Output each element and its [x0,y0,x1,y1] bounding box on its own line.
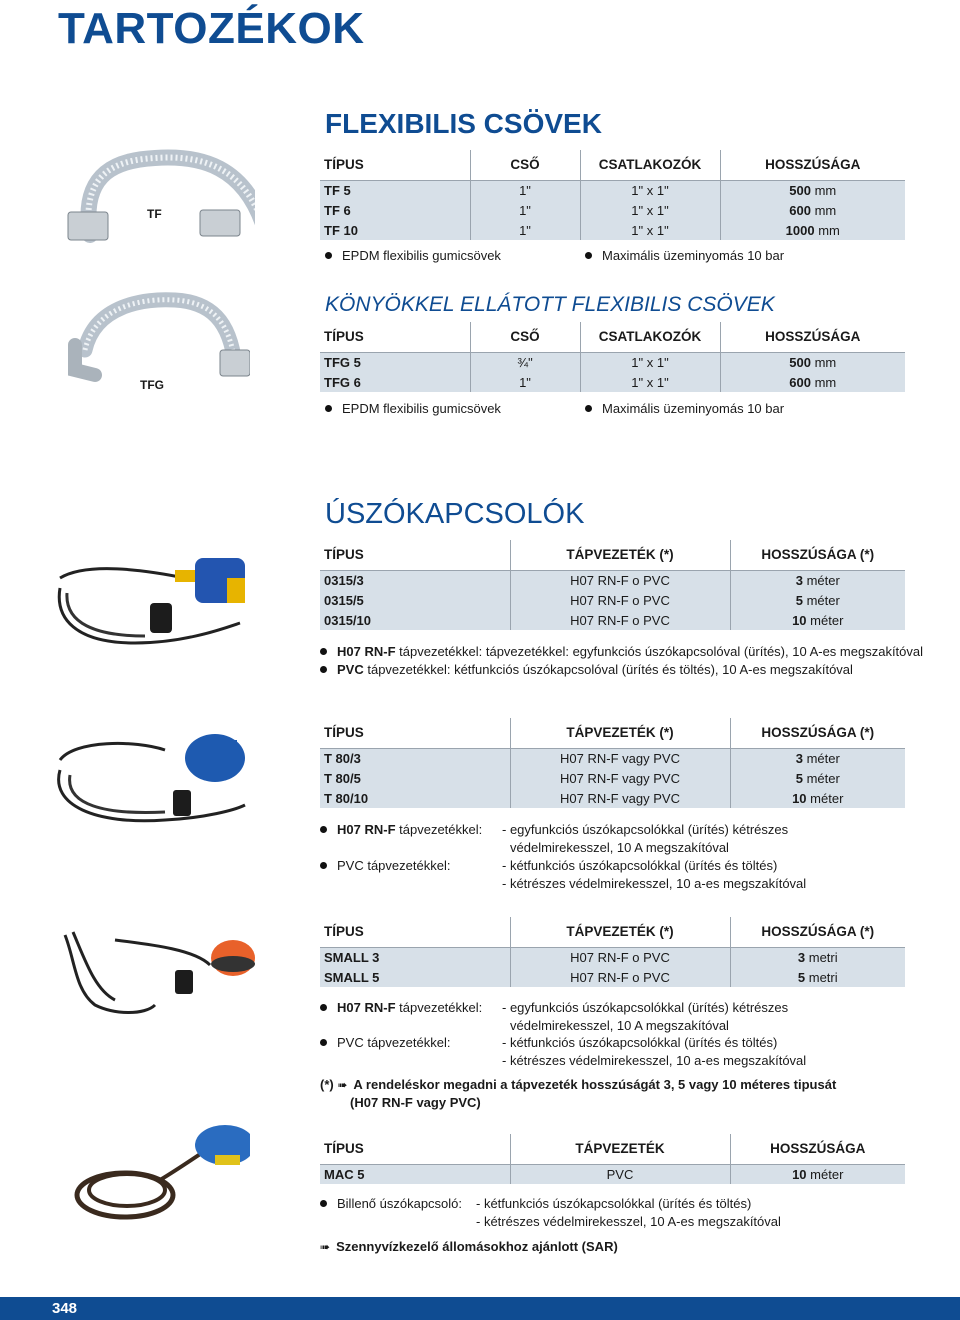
bullet-icon [320,648,327,655]
table-row: MAC 5 PVC 10 méter [320,1164,905,1184]
bullet-icon [320,666,327,673]
mac-bullet-1: Billenő úszókapcsoló: [320,1195,462,1213]
float-switch-0315-image [55,548,255,653]
recommendation-note: ➠ Szennyvízkezelő állomásokhoz ajánlott (SAR) [320,1239,618,1254]
arrow-right-icon: ➠ [337,1078,348,1092]
bullet-icon [585,405,592,412]
col-pipe: CSŐ [470,150,580,180]
table-row: 0315/10 H07 RN-F o PVC 10 méter [320,610,905,630]
col-connectors: CSATLAKOZÓK [580,150,720,180]
tfg-bullet-1: EPDM flexibilis gumicsövek [325,400,501,418]
flexible-hose-image [60,140,255,250]
bullet-icon [320,862,327,869]
table-row: TF 6 1" 1" x 1" 600 mm [320,200,905,220]
tf-bullet-1: EPDM flexibilis gumicsövek [325,247,501,265]
bullet-icon [325,405,332,412]
table-row: 0315/3 H07 RN-F o PVC 3 méter [320,570,905,590]
small-table: TÍPUS TÁPVEZETÉK (*) HOSSZÚSÁGA (*) SMALL 3 H07 RN-F o PVC 3 metri SMALL 5 H07 RN-F o PVC 5 metri [320,917,905,987]
table-row: SMALL 5 H07 RN-F o PVC 5 metri [320,967,905,987]
tf-bullet-2: Maximális üzeminyomás 10 bar [585,247,784,265]
table-row: T 80/10 H07 RN-F vagy PVC 10 méter [320,788,905,808]
table-row: SMALL 3 H07 RN-F o PVC 3 metri [320,947,905,967]
small-bullet-1: H07 RN-F tápvezetékkel: [320,999,482,1017]
small-bullet-2: PVC tápvezetékkel: [320,1034,450,1052]
photo-label-tf: TF [147,207,162,221]
table-row: TF 5 1" 1" x 1" 500 mm [320,180,905,200]
float-switch-small-image [55,920,255,1020]
col-type: TÍPUS [320,150,470,180]
float-table: TÍPUS TÁPVEZETÉK (*) HOSSZÚSÁGA (*) 0315/3 H07 RN-F o PVC 3 méter 0315/5 H07 RN-F o PVC 5 méter 0315/10 H07 RN-F o PVC 10 méter [320,540,905,630]
float-switch-t80-image [55,720,255,830]
footer-bar [0,1297,960,1320]
float-switch-mac-image [65,1120,250,1230]
bullet-icon [585,252,592,259]
page-number: 348 [0,1297,120,1320]
bullet-icon [320,1004,327,1011]
mac-table: TÍPUS TÁPVEZETÉK HOSSZÚSÁGA MAC 5 PVC 10 méter [320,1134,905,1184]
table-row: T 80/5 H07 RN-F vagy PVC 5 méter [320,768,905,788]
col-length: HOSSZÚSÁGA [720,150,905,180]
tfg-bullet-2: Maximális üzeminyomás 10 bar [585,400,784,418]
bullet-icon [320,1200,327,1207]
tf-table [320,150,905,240]
table-row: T 80/3 H07 RN-F vagy PVC 3 méter [320,748,905,768]
t80-bullet-1: H07 RN-F tápvezetékkel: [320,821,482,839]
table-row: 0315/5 H07 RN-F o PVC 5 méter [320,590,905,610]
table-row: TFG 6 1" 1" x 1" 600 mm [320,372,905,392]
table-row: TFG 5 ¾" 1" x 1" 500 mm [320,352,905,372]
section-title-tf: FLEXIBILIS CSÖVEK [325,108,602,139]
bullet-icon [320,1039,327,1046]
photo-label-tfg: TFG [140,378,164,392]
section-title-tfg: KÖNYÖKKEL ELLÁTOTT FLEXIBILIS CSÖVEK [325,293,775,316]
t80-table: TÍPUS TÁPVEZETÉK (*) HOSSZÚSÁGA (*) T 80/3 H07 RN-F vagy PVC 3 méter T 80/5 H07 RN-F vagy PVC 5 méter T 80/10 H07 RN-F vagy PVC 10 méter [320,718,905,808]
float-bullet-2: PVC tápvezetékkel: kétfunkciós úszókapcsolóval (ürítés és töltés), 10 A-es megszakítóval [320,661,853,679]
tfg-table: TÍPUS CSŐ CSATLAKOZÓK HOSSZÚSÁGA TFG 5 ¾" 1" x 1" 500 mm TFG 6 1" 1" x 1" 600 mm [320,322,905,392]
section-title-float: ÚSZÓKAPCSOLÓK [325,498,585,530]
arrow-right-icon: ➠ [320,1240,331,1254]
t80-bullet-2: PVC tápvezetékkel: [320,857,450,875]
table-row: TF 10 1" 1" x 1" 1000 mm [320,220,905,240]
bullet-icon [325,252,332,259]
order-note: (*) ➠ A rendeléskor megadni a tápvezeték hosszúságát 3, 5 vagy 10 méteres tipusát [320,1077,837,1092]
bullet-icon [320,826,327,833]
float-bullet-1: H07 RN-F tápvezetékkel: tápvezetékkel: egyfunkciós úszókapcsolóval (ürítés), 10 A-es megszakítóval [320,643,923,661]
page-title: TARTOZÉKOK [58,4,365,53]
